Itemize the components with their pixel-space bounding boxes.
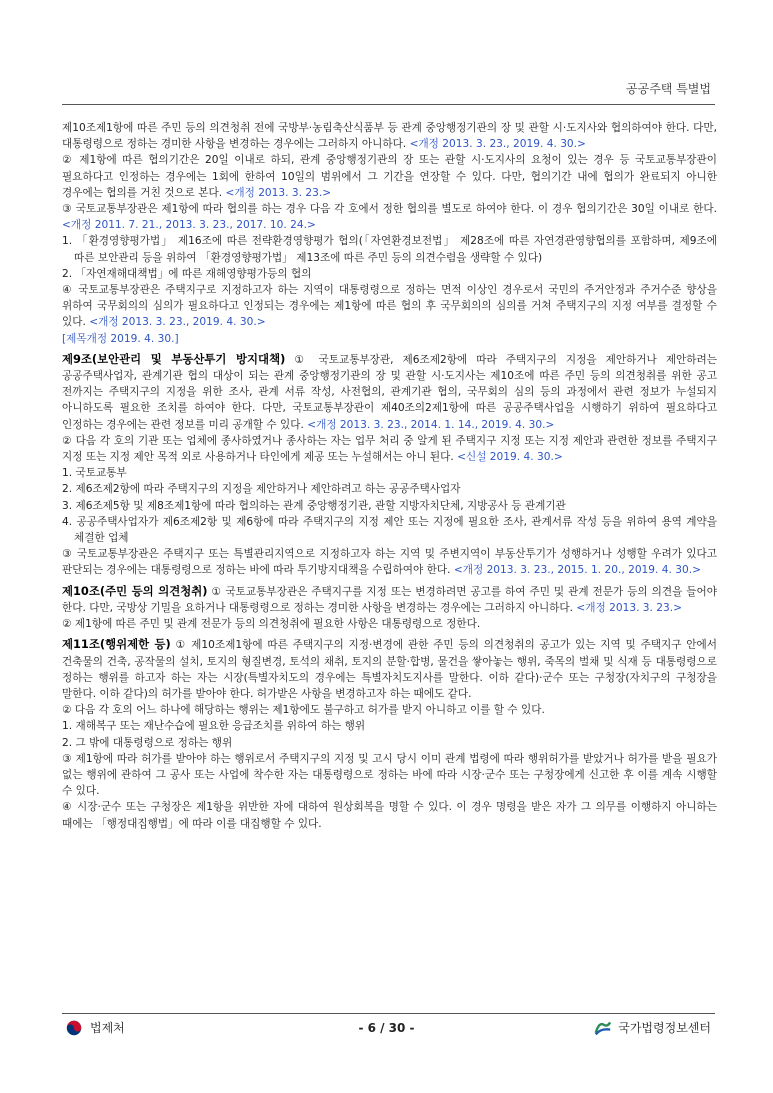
article-10: 제10조(주민 등의 의견청취) ① 국토교통부장관은 주택지구를 지정 또는 변경하려면 공고를 하여 주민 및 관계 전문가 등의 의견을 들어야 한다. 다만, 국방상 기밀을 요하거나 대통령령으로 정하는 경미한 사항을 변경하는 경우에는 그러하지 아니하다. <개정 2013. 3. 23.>	[62, 583, 717, 614]
document-body	[62, 120, 717, 832]
header-divider	[62, 104, 715, 105]
paragraph: ④ 국토교통부장관은 주택지구로 지정하고자 하는 지역이 대통령령으로 정하는 면적 이상인 경우로서 국민의 주거안정과 주거수준 향상을 위하여 국무회의의 심의가 필요하다고 인정되는 경우에는 제1항에 따른 협의 후 국무회의의 심의를 거쳐 주택지구의 지정 여부를 결정할 수 있다. <개정 2013. 3. 23., 2019. 4. 30.>	[62, 284, 717, 329]
list-item: 1. 재해복구 또는 재난수습에 필요한 응급조치를 위하여 하는 행위	[62, 720, 366, 733]
paragraph: ③ 국토교통부장관은 제1항에 따라 협의를 하는 경우 다음 각 호에서 정한 협의를 별도로 하여야 한다. 이 경우 협의기간은 30일 이내로 한다. <개정 2011. 7. 21., 2013. 3. 23., 2017. 10. 24.>	[62, 203, 717, 232]
footer-right	[594, 1019, 711, 1036]
paragraph: ② 다음 각 호의 어느 하나에 해당하는 행위는 제1항에도 불구하고 허가를 받지 아니하고 이를 할 수 있다.	[62, 704, 545, 717]
list-item: 3. 제6조제5항 및 제8조제1항에 따라 협의하는 관계 중앙행정기관, 관할 지방자치단체, 지방공사 등 관계기관	[62, 499, 566, 512]
list-item: 1. 「환경영향평가법」 제16조에 따른 전략환경영향평가 협의(「자연환경보전법」 제28조에 따른 자연경관영향협의를 포함하며, 제9조에 따른 보안관리 등을 위하여 「환경영향평가법」 제13조에 따른 주민 등의 의견수렴을 생략할 수 있다)	[62, 235, 717, 264]
amendment-note: <개정 2013. 3. 23.>	[225, 186, 332, 199]
paragraph: 제10조제1항에 따른 주민 등의 의견청취 전에 국방부·농림축산식품부 등 관계 중앙행정기관의 장 및 관할 시·도지사와 협의하여야 한다. 다만, 대통령령으로 정하는 경미한 사항을 변경하는 경우에는 그러하지 아니하다. <개정 2013. 3. 23., 2019. 4. 30.>	[62, 122, 717, 151]
page-number: - 6 / 30 -	[358, 1021, 415, 1035]
article-heading: 제11조(행위제한 등)	[62, 637, 171, 652]
paragraph: ③ 국토교통부장관은 주택지구 또는 특별관리지역으로 지정하고자 하는 지역 및 주변지역이 부동산투기가 성행하거나 성행할 우려가 있다고 판단되는 경우에는 대통령령으로 정하는 바에 따라 투기방지대책을 수립하여야 한다. <개정 2013. 3. 23., 2015. 1. 20., 2019. 4. 30.>	[62, 548, 717, 577]
paragraph: ② 다음 각 호의 기관 또는 업체에 종사하였거나 종사하는 자는 업무 처리 중 알게 된 주택지구 지정 또는 지정 제안과 관련한 정보를 주택지구 지정 또는 지정 제안 목적 외로 사용하거나 타인에게 제공 또는 누설해서는 아니 된다. <신설 2019. 4. 30.>	[62, 434, 717, 464]
amendment-note: <신설 2019. 4. 30.>	[457, 451, 563, 464]
list-item: 4. 공공주택사업자가 제6조제2항 및 제6항에 따라 주택지구의 지정 제안 또는 지정에 필요한 조사, 관계서류 작성 등을 위하여 용역 계약을 체결한 업체	[62, 515, 717, 545]
page-header-title: 공공주택 특별법	[626, 82, 711, 96]
list-item: 2. 제6조제2항에 따라 주택지구의 지정을 제안하거나 제안하려고 하는 공공주택사업자	[62, 483, 461, 496]
article-11: 제11조(행위제한 등) ① 제10조제1항에 따른 주택지구의 지정·변경에 관한 주민 등의 의견청취의 공고가 있는 지역 및 주택지구 안에서 건축물의 건축, 공작물의 설치, 토지의 형질변경, 토석의 채취, 토지의 분할·합병, 물건을 쌓아놓는 행위, 죽목의 벌채 및 식재 등 대통령령으로 정하는 행위를 하고자 하는 자는 시장(특별자치도의 경우에는 특별자치도지사를 말한다. 이하 같다)·군수 또는 구청장(자치구의 구청장을 말한다. 이하 같다)의 허가를 받아야 한다. 허가받은 사항을 변경하고자 하는 때에도 같다.	[62, 637, 717, 700]
paragraph	[62, 331, 717, 347]
list-item: 2. 그 밖에 대통령령으로 정하는 행위	[62, 736, 233, 749]
paragraph: ② 제1항에 따른 주민 및 관계 전문가 등의 의견청취에 필요한 사항은 대통령령으로 정한다.	[62, 618, 481, 631]
article-heading: 제10조(주민 등의 의견청취)	[62, 583, 208, 598]
footer-agency-label: 법제처	[90, 1021, 125, 1035]
title-amendment-note: [제목개정 2019. 4. 30.]	[62, 332, 179, 345]
list-item: 1. 국토교통부	[62, 467, 127, 480]
law-center-logo-icon	[594, 1020, 612, 1036]
amendment-note: <개정 2013. 3. 23., 2014. 1. 14., 2019. 4. 30.>	[307, 418, 555, 431]
amendment-note: <개정 2013. 3. 23., 2015. 1. 20., 2019. 4. 30.>	[453, 564, 701, 577]
amendment-note: <개정 2013. 3. 23., 2019. 4. 30.>	[409, 138, 586, 151]
article-heading: 제9조(보안관리 및 부동산투기 방지대책)	[62, 351, 286, 366]
footer-center-label: 국가법령정보센터	[618, 1021, 711, 1035]
paragraph: ② 제1항에 따른 협의기간은 20일 이내로 하되, 관계 중앙행정기관의 장 또는 관할 시·도지사의 요청이 있는 경우 등 국토교통부장관이 필요하다고 인정하는 경우에는 1회에 한하여 10일의 범위에서 그 기간을 연장할 수 있다. 다만, 협의기간 내에 협의가 완료되지 아니한 경우에는 협의를 거친 것으로 본다. <개정 2013. 3. 23.>	[62, 154, 717, 199]
amendment-note: <개정 2013. 3. 23.>	[576, 601, 683, 614]
article-9: 제9조(보안관리 및 부동산투기 방지대책) ① 국토교통부장관, 제6조제2항에 따라 주택지구의 지정을 제안하거나 제안하려는 공공주택사업자, 관계기관 협의 대상이 되는 관계 중앙행정기관의 장 및 관할 시·도지사는 제10조에 따른 주민 등의 의견청취를 위한 공고 전까지는 주택지구의 지정을 위한 조사, 관계 서류 작성, 사전협의, 관계기관 협의, 국무회의 심의 등의 과정에서 관련 정보가 누설되지 아니하도록 필요한 조치를 하여야 한다. 다만, 국토교통부장관이 제40조의2제1항에 따른 공공주택사업을 시행하기 위하여 필요하다고 인정하는 경우에는 관련 정보를 미리 공개할 수 있다. <개정 2013. 3. 23., 2014. 1. 14., 2019. 4. 30.>	[62, 351, 717, 431]
paragraph: ③ 제1항에 따라 허가를 받아야 하는 행위로서 주택지구의 지정 및 고시 당시 이미 관계 법령에 따라 행위허가를 받았거나 허가를 받을 필요가 없는 행위에 관하여 그 공사 또는 사업에 착수한 자는 대통령령으로 정하는 바에 따라 시장·군수 또는 구청장에게 신고한 후 이를 계속 시행할 수 있다.	[62, 752, 717, 798]
amendment-note: <개정 2011. 7. 21., 2013. 3. 23., 2017. 10. 24.>	[62, 219, 316, 232]
amendment-note: <개정 2013. 3. 23., 2019. 4. 30.>	[89, 316, 266, 329]
list-item: 2. 「자연재해대책법」에 따른 재해영향평가등의 협의	[62, 267, 312, 280]
paragraph: ④ 시장·군수 또는 구청장은 제1항을 위반한 자에 대하여 원상회복을 명할 수 있다. 이 경우 명령을 받은 자가 그 의무를 이행하지 아니하는 때에는 「행정대집행법」에 따라 이를 대집행할 수 있다.	[62, 801, 717, 830]
footer-divider	[62, 1013, 715, 1014]
